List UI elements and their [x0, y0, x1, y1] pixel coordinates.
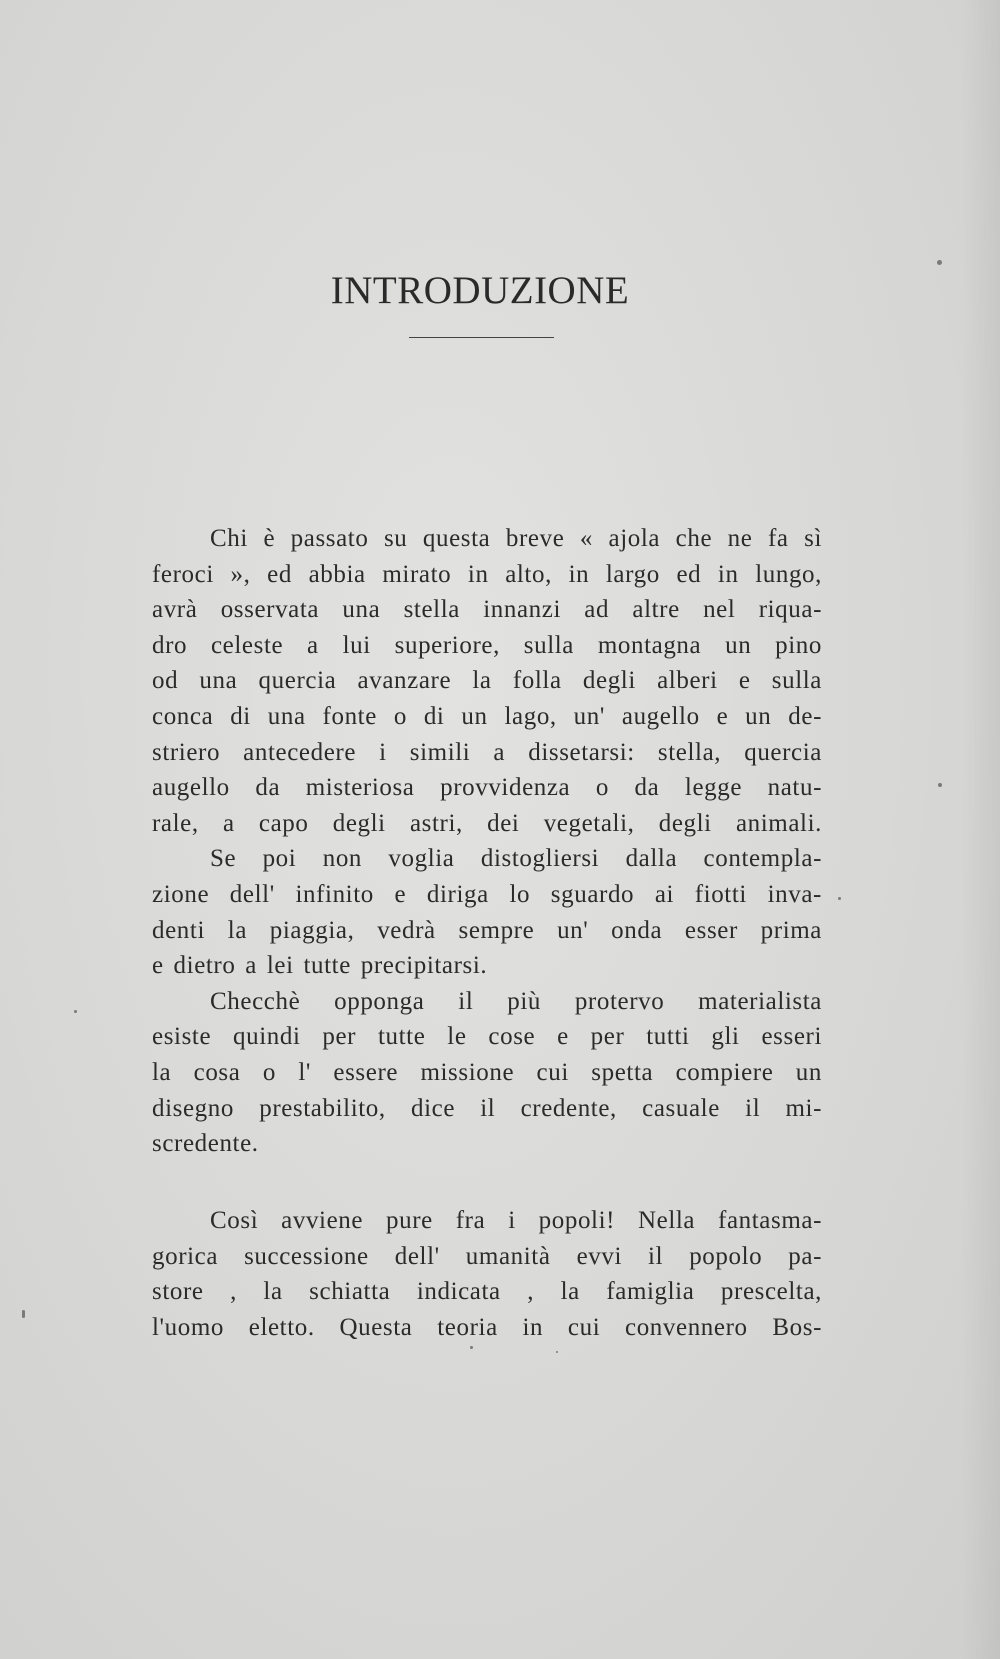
text-line: augello da misteriosa provvidenza o da legge natu-	[152, 774, 822, 802]
text-line: striero antecedere i simili a dissetarsi: stella, quercia	[152, 738, 822, 766]
text-line: rale, a capo degli astri, dei vegetali, degli animali.	[152, 809, 822, 837]
text-line: Chi è passato su questa breve « ajola che ne fa sì	[210, 525, 822, 552]
text-line: disegno prestabilito, dice il credente, casuale il mi-	[152, 1094, 822, 1122]
text-line: Così avviene pure fra i popoli! Nella fantasma-	[210, 1207, 822, 1234]
text-line: Se poi non voglia distogliersi dalla contempla-	[210, 845, 822, 873]
text-line: esiste quindi per tutte le cose e per tutti gli esseri	[152, 1023, 822, 1051]
paragraph-block-1	[152, 521, 822, 1162]
paper-speck	[938, 783, 942, 787]
text-line: avrà osservata una stella innanzi ad altre nel riqua-	[152, 596, 822, 624]
text-line: denti la piaggia, vedrà sempre un' onda esser prima	[152, 916, 822, 944]
text-line: dro celeste a lui superiore, sulla montagna un pino	[152, 631, 822, 659]
page-edge-shadow	[960, 0, 1000, 1659]
text-line: l'uomo eletto. Questa teoria in cui convennero Bos-	[152, 1313, 822, 1341]
title-rule	[409, 337, 554, 338]
text-line: gorica successione dell' umanità evvi il popolo pa-	[152, 1242, 822, 1270]
paper-speck	[937, 260, 942, 265]
text-line: store , la schiatta indicata , la famiglia prescelta,	[152, 1278, 822, 1306]
paper-speck	[838, 897, 841, 900]
text-line: Checchè opponga il più protervo materialista	[210, 987, 822, 1015]
text-line: conca di una fonte o di un lago, un' augello e un de-	[152, 702, 822, 730]
paper-speck	[470, 1346, 473, 1349]
chapter-title: INTRODUZIONE	[330, 269, 630, 312]
text-line: scredente.	[152, 1130, 259, 1158]
text-line: feroci », ed abbia mirato in alto, in largo ed in lungo,	[152, 560, 822, 588]
paper-speck	[556, 1351, 558, 1353]
paper-speck	[74, 1010, 77, 1013]
text-line: la cosa o l' essere missione cui spetta compiere un	[152, 1058, 822, 1086]
paper-speck	[22, 1310, 25, 1318]
paragraph-block-2	[152, 1203, 822, 1345]
text-line: zione dell' infinito e diriga lo sguardo ai fiotti inva-	[152, 880, 822, 908]
text-line: od una quercia avanzare la folla degli alberi e sulla	[152, 667, 822, 695]
text-line: e dietro a lei tutte precipitarsi.	[152, 952, 488, 980]
